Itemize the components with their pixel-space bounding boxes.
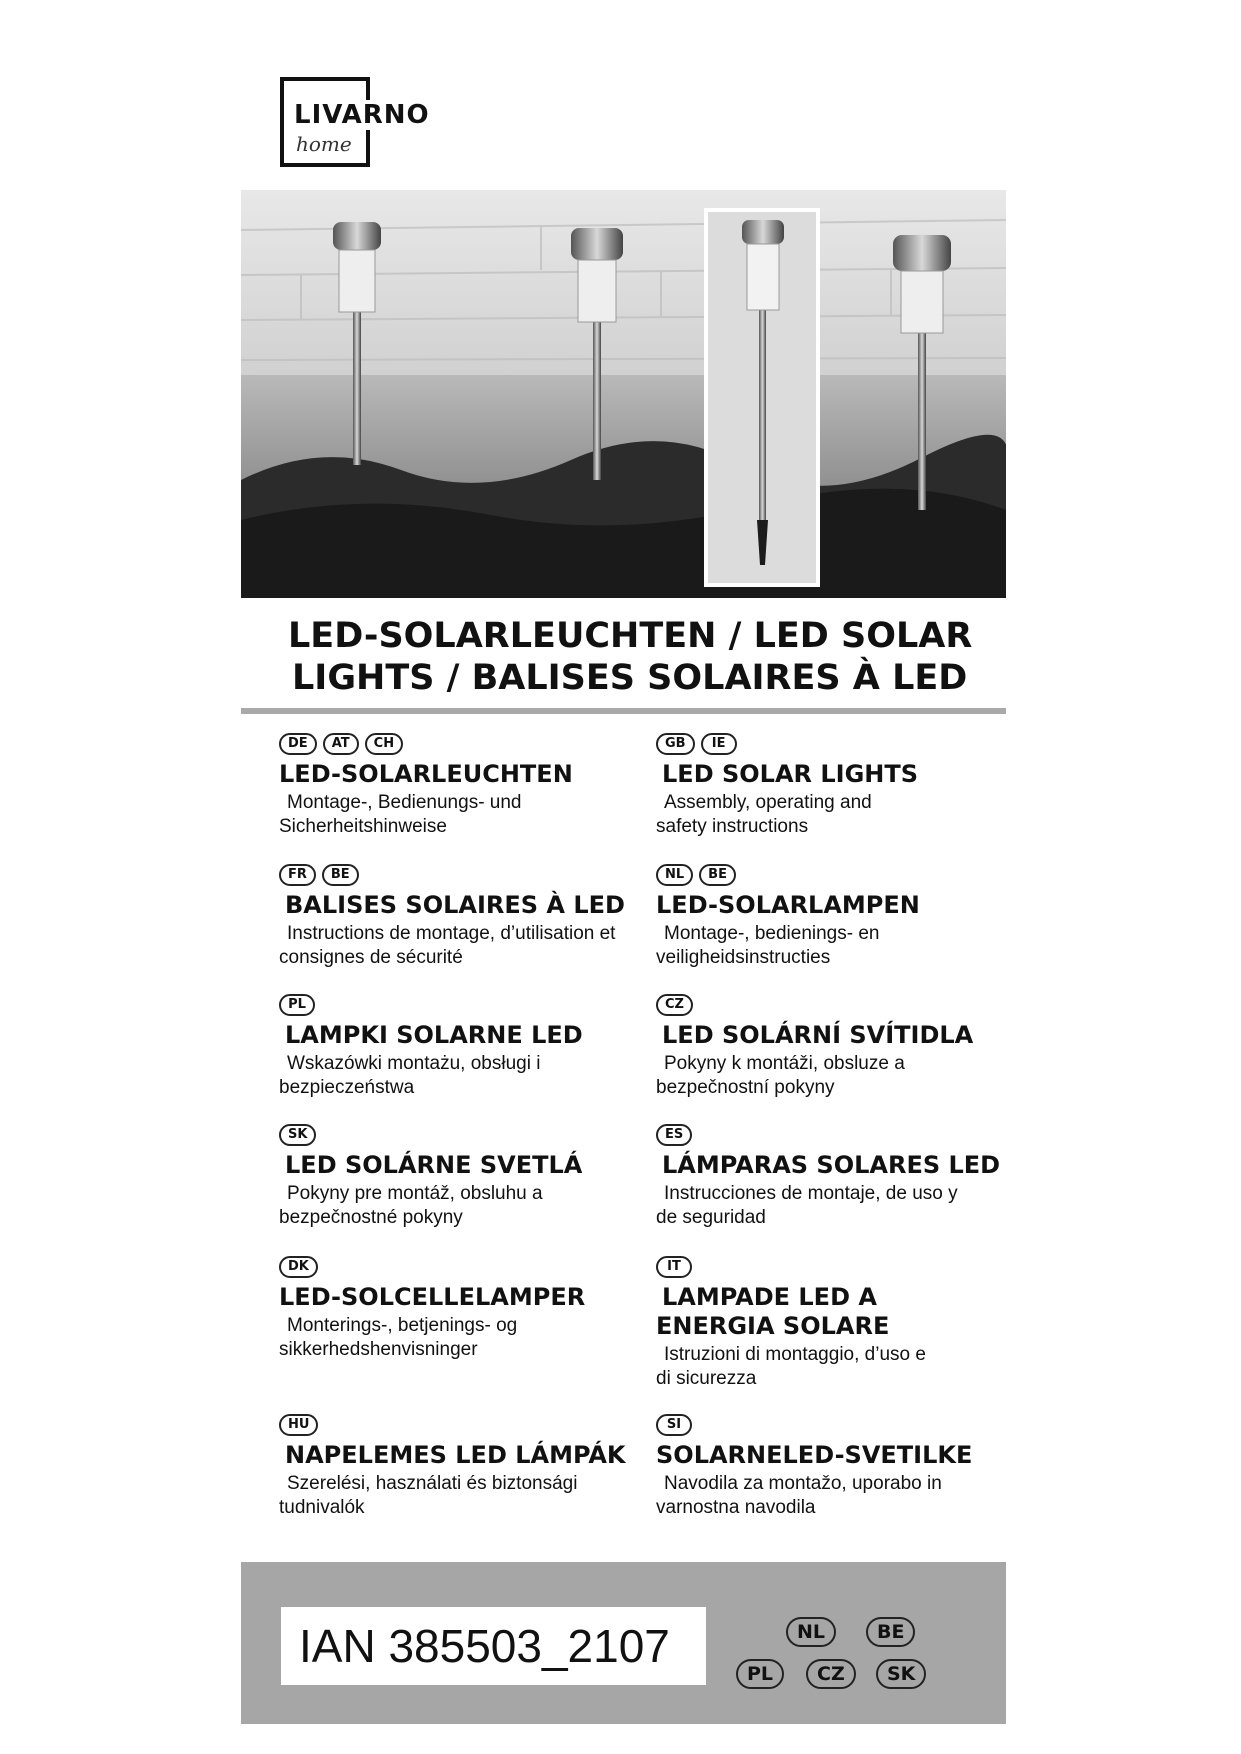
entry-description (279, 791, 629, 839)
entry-description (656, 791, 1006, 839)
country-badge: AT (323, 733, 359, 755)
entry-desc-line-1: Wskazówki montażu, obsługi i (287, 1053, 541, 1074)
language-entry-pl (279, 994, 629, 1100)
entry-desc-line-1: Montage-, bedienings- en (664, 923, 880, 944)
entry-title: LED-SOLARLAMPEN (656, 891, 920, 919)
country-badge: IT (656, 1256, 692, 1278)
entry-desc-line-1: Pokyny pre montáž, obsluhu a (287, 1183, 543, 1204)
entry-title-line-2: ENERGIA SOLARE (656, 1312, 890, 1340)
country-badge: SK (279, 1124, 316, 1146)
entry-desc-line-1: Pokyny k montáži, obsluze a (664, 1053, 905, 1074)
entry-desc-line-1: Navodila za montažo, uporabo in (664, 1473, 942, 1494)
entry-description (279, 1472, 629, 1520)
country-badge: FR (279, 864, 316, 886)
entry-description (656, 1182, 1006, 1230)
entry-desc-line-2: Sicherheitshinweise (279, 816, 447, 837)
country-badge: NL (656, 864, 693, 886)
entry-desc-line-1: Instructions de montage, d’utilisation et (287, 923, 616, 944)
entry-description (279, 1314, 629, 1362)
language-entry-dk (279, 1256, 629, 1362)
country-badge: DK (279, 1256, 318, 1278)
entry-desc-line-2: tudnivalók (279, 1497, 365, 1518)
country-badge: GB (656, 733, 695, 755)
entry-desc-line-1: Instrucciones de montaje, de uso y (664, 1183, 958, 1204)
brand-logo-text: LIVARNO (294, 100, 430, 130)
entry-title: NAPELEMES LED LÁMPÁK (285, 1441, 626, 1469)
entry-desc-line-1: Istruzioni di montaggio, d’uso e (664, 1344, 926, 1365)
country-badge: SI (656, 1414, 692, 1436)
entry-title: SOLARNELED-SVETILKE (656, 1441, 973, 1469)
entry-desc-line-2: veiligheidsinstructies (656, 947, 831, 968)
entry-title: LED-SOLARLEUCHTEN (279, 760, 573, 788)
entry-title: LED SOLÁRNE SVETLÁ (285, 1151, 583, 1179)
title-line-1: LED-SOLARLEUCHTEN / LED SOLAR (288, 616, 973, 656)
country-badge: BE (322, 864, 359, 886)
entry-desc-line-2: varnostna navodila (656, 1497, 816, 1518)
product-photo (241, 190, 1006, 598)
entry-title: LAMPADE LED A (662, 1283, 877, 1311)
entry-desc-line-2: safety instructions (656, 816, 809, 837)
entry-title: LED SOLAR LIGHTS (662, 760, 919, 788)
entry-description (279, 1052, 629, 1100)
ian-number: IAN 385503_2107 (281, 1607, 706, 1685)
language-entry-si (656, 1414, 1006, 1520)
document-title (288, 615, 1008, 699)
country-badge: DE (279, 733, 317, 755)
entry-description (656, 1472, 1006, 1520)
entry-desc-line-2: bezpečnostné pokyny (279, 1207, 463, 1228)
entry-description (656, 922, 1006, 970)
country-badge: BE (699, 864, 736, 886)
country-badge: PL (279, 994, 315, 1016)
entry-title: LAMPKI SOLARNE LED (285, 1021, 583, 1049)
country-badge: CZ (656, 994, 693, 1016)
entry-title: BALISES SOLAIRES À LED (285, 891, 625, 919)
entry-desc-line-1: Szerelési, használati és biztonsági (287, 1473, 578, 1494)
language-entry-it (656, 1256, 1006, 1391)
title-rule (241, 708, 1006, 714)
language-entry-es (656, 1124, 1006, 1230)
country-badge: BE (866, 1617, 915, 1647)
title-line-2: LIGHTS / BALISES SOLAIRES À LED (292, 658, 968, 698)
language-entry-fr (279, 864, 629, 970)
entry-description (279, 1182, 629, 1230)
entry-title: LÁMPARAS SOLARES LED (662, 1151, 1001, 1179)
entry-title: LED SOLÁRNÍ SVÍTIDLA (662, 1021, 974, 1049)
entry-desc-line-2: di sicurezza (656, 1368, 757, 1389)
entry-desc-line-1: Montage-, Bedienungs- und (287, 792, 522, 813)
language-entry-de (279, 733, 629, 839)
entry-desc-line-1: Assembly, operating and (664, 792, 872, 813)
country-badge: CZ (806, 1659, 856, 1689)
country-badge: CH (365, 733, 403, 755)
language-entry-cz (656, 994, 1006, 1100)
entry-desc-line-2: sikkerhedshenvisninger (279, 1339, 478, 1360)
entry-title: LED-SOLCELLELAMPER (279, 1283, 586, 1311)
entry-desc-line-2: bezpieczeństwa (279, 1077, 415, 1098)
country-badge: PL (736, 1659, 784, 1689)
entry-description (279, 922, 629, 970)
language-entry-sk (279, 1124, 629, 1230)
language-entry-nl (656, 864, 1006, 970)
country-badge: ES (656, 1124, 692, 1146)
country-badge: SK (876, 1659, 926, 1689)
entry-description (656, 1343, 1006, 1391)
entry-desc-line-1: Monterings-, betjenings- og (287, 1315, 518, 1336)
entry-description (656, 1052, 1006, 1100)
entry-desc-line-2: consignes de sécurité (279, 947, 463, 968)
language-entry-hu (279, 1414, 629, 1520)
entry-desc-line-2: bezpečnostní pokyny (656, 1077, 835, 1098)
country-badge: IE (701, 733, 737, 755)
country-badge: HU (279, 1414, 318, 1436)
country-badge: NL (786, 1617, 836, 1647)
brand-logo-subtext: home (296, 132, 352, 156)
footer-band (241, 1562, 1006, 1724)
entry-desc-line-2: de seguridad (656, 1207, 766, 1228)
language-entry-gb (656, 733, 1006, 839)
